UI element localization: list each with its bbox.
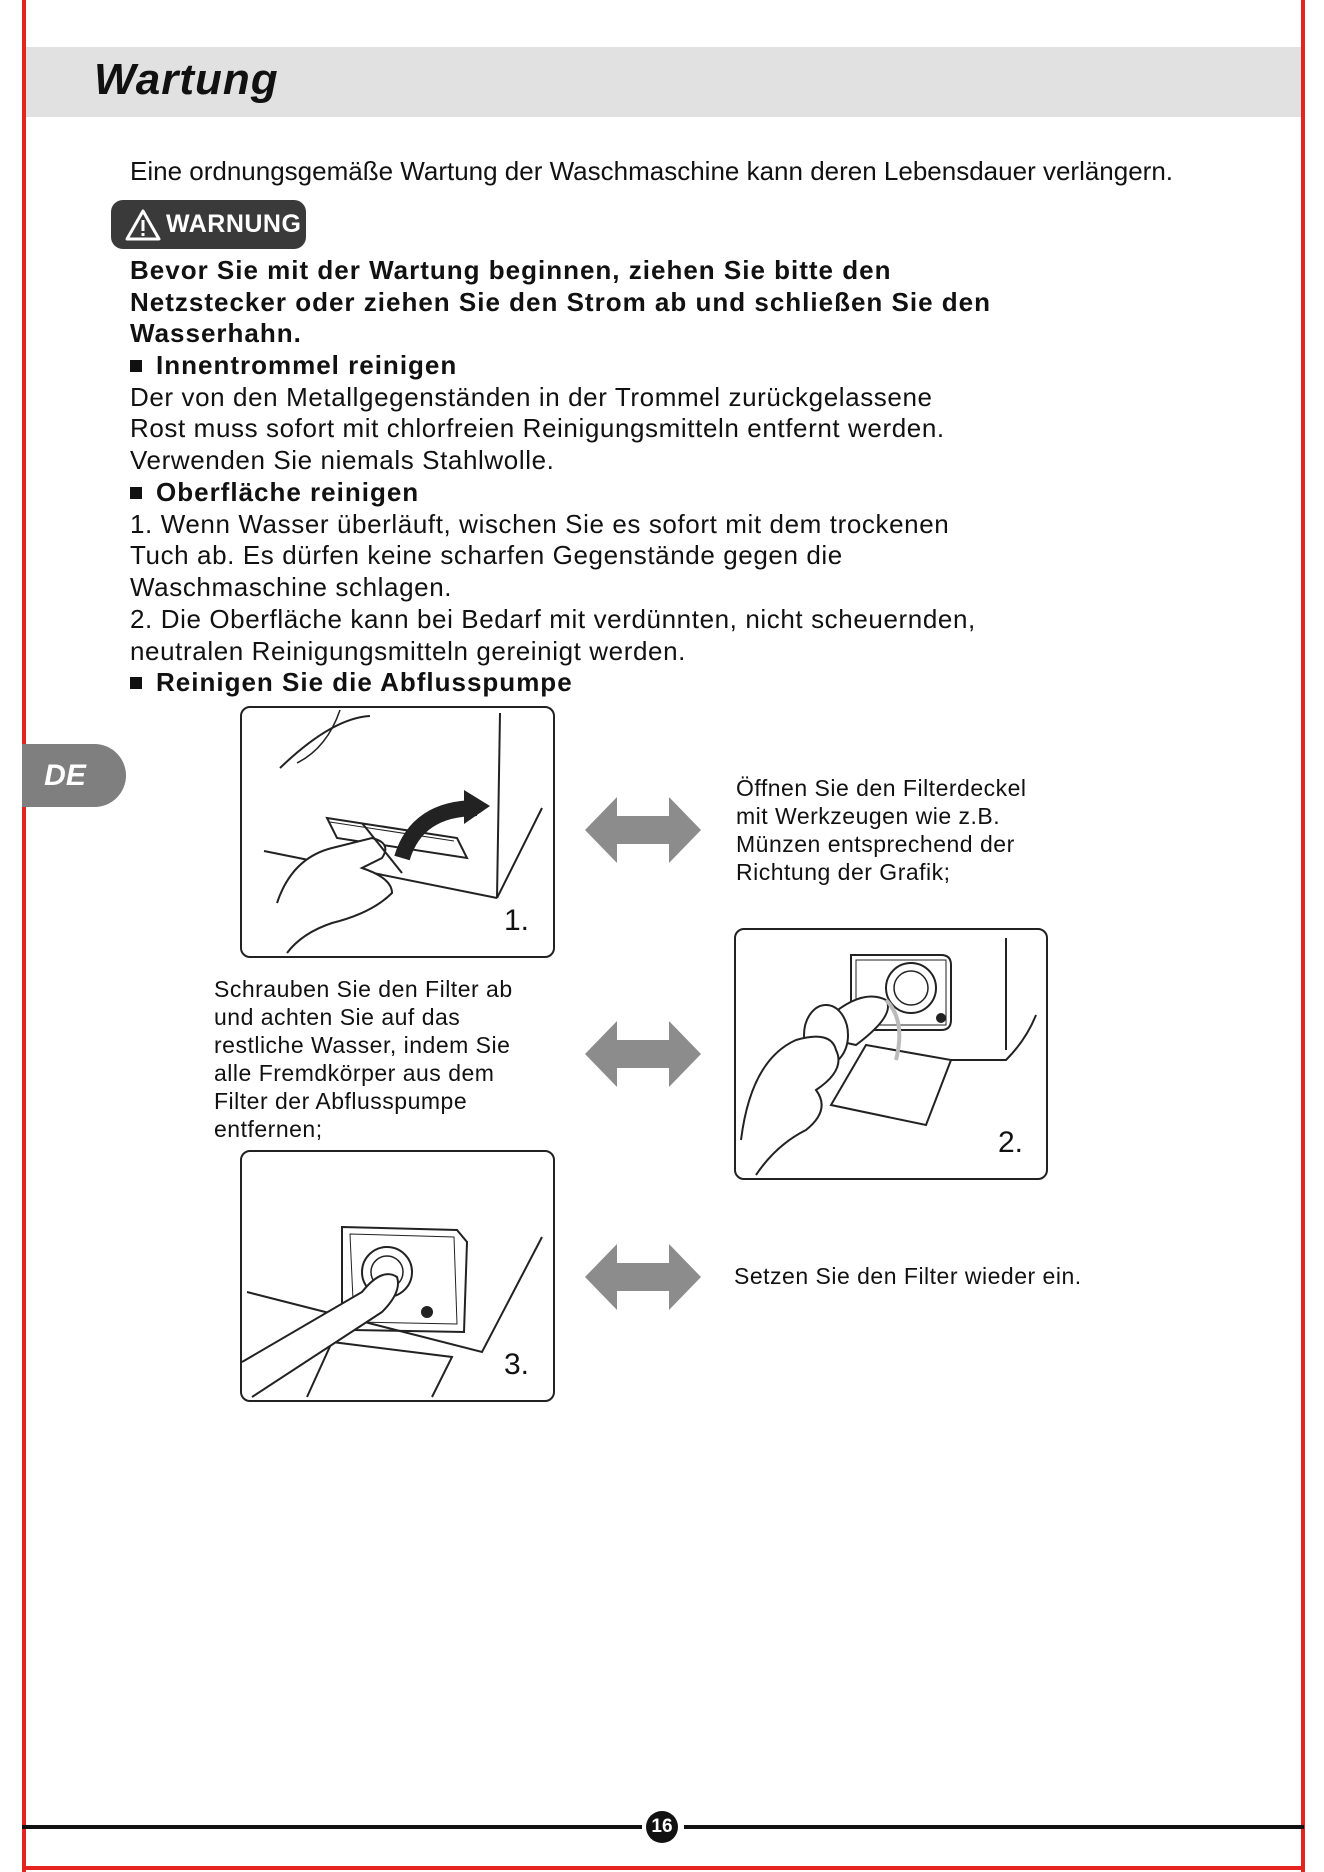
footer-rule [22,1825,642,1829]
section-line: Waschmaschine schlagen. [130,572,453,603]
section-drum-cleaning [130,350,945,477]
section-line: 2. Die Oberfläche kann bei Bedarf mit verdünnten, nicht scheuernden, [130,603,976,634]
page-border-right [1301,0,1305,1872]
page-number: 16 [646,1811,678,1843]
page-border-bottom [22,1866,1305,1870]
warning-line: Wasserhahn. [130,318,302,349]
section-drain-pump [130,667,573,699]
step-line: Setzen Sie den Filter wieder ein. [734,1263,1082,1289]
step-line: entfernen; [214,1116,323,1142]
section-heading: Oberfläche reinigen [130,477,976,509]
section-heading: Innentrommel reinigen [130,350,945,382]
section-line: Rost muss sofort mit chlorfreien Reinigungsmitteln entfernt werden. [130,413,945,444]
step-line: Filter der Abflusspumpe [214,1088,468,1114]
warning-text [130,255,991,350]
step-number: 3. [504,1348,530,1381]
step-number: 1. [504,904,530,937]
section-heading: Reinigen Sie die Abflusspumpe [130,667,573,699]
step-line: Richtung der Grafik; [736,859,951,885]
step-3-illustration [240,1150,555,1402]
step-line: Münzen entsprechend der [736,831,1015,857]
step-line: und achten Sie auf das [214,1004,461,1030]
section-line: Tuch ab. Es dürfen keine scharfen Gegenstände gegen die [130,540,843,571]
language-tab [22,744,126,807]
page-title: Wartung [94,55,279,104]
warning-line: Bevor Sie mit der Wartung beginnen, ziehen Sie bitte den [130,255,892,285]
double-arrow-icon [585,797,701,863]
section-line: Der von den Metallgegenständen in der Trommel zurückgelassene [130,381,933,412]
step-number: 2. [998,1126,1024,1159]
section-line: 1. Wenn Wasser überläuft, wischen Sie es sofort mit dem trockenen [130,508,950,539]
warning-badge [111,200,306,249]
language-tab-label: DE [44,758,86,792]
intro-text: Eine ordnungsgemäße Wartung der Waschmaschine kann deren Lebensdauer verlängern. [130,156,1174,186]
step-2-text [214,975,513,1143]
step-2-illustration [734,928,1048,1180]
bullet-icon [130,677,142,689]
double-arrow-icon [585,1021,701,1087]
section-surface-cleaning [130,477,976,667]
section-line: Verwenden Sie niemals Stahlwolle. [130,445,555,476]
footer-rule [684,1825,1304,1829]
step-line: mit Werkzeugen wie z.B. [736,803,1001,829]
page-border-left [22,0,26,1872]
warning-line: Netzstecker oder ziehen Sie den Strom ab und schließen Sie den [130,286,991,317]
section-line: neutralen Reinigungsmitteln gereinigt werden. [130,635,686,666]
step-1-illustration [240,706,555,958]
warning-triangle-icon [124,208,162,242]
step-3-text [734,1262,1082,1290]
step-line: alle Fremdkörper aus dem [214,1060,495,1086]
step-line: restliche Wasser, indem Sie [214,1032,511,1058]
step-1-text [736,774,1027,886]
step-line: Öffnen Sie den Filterdeckel [736,775,1027,801]
double-arrow-icon [585,1244,701,1310]
warning-label: WARNUNG [166,210,302,238]
bullet-icon [130,360,142,372]
step-line: Schrauben Sie den Filter ab [214,976,513,1002]
bullet-icon [130,487,142,499]
